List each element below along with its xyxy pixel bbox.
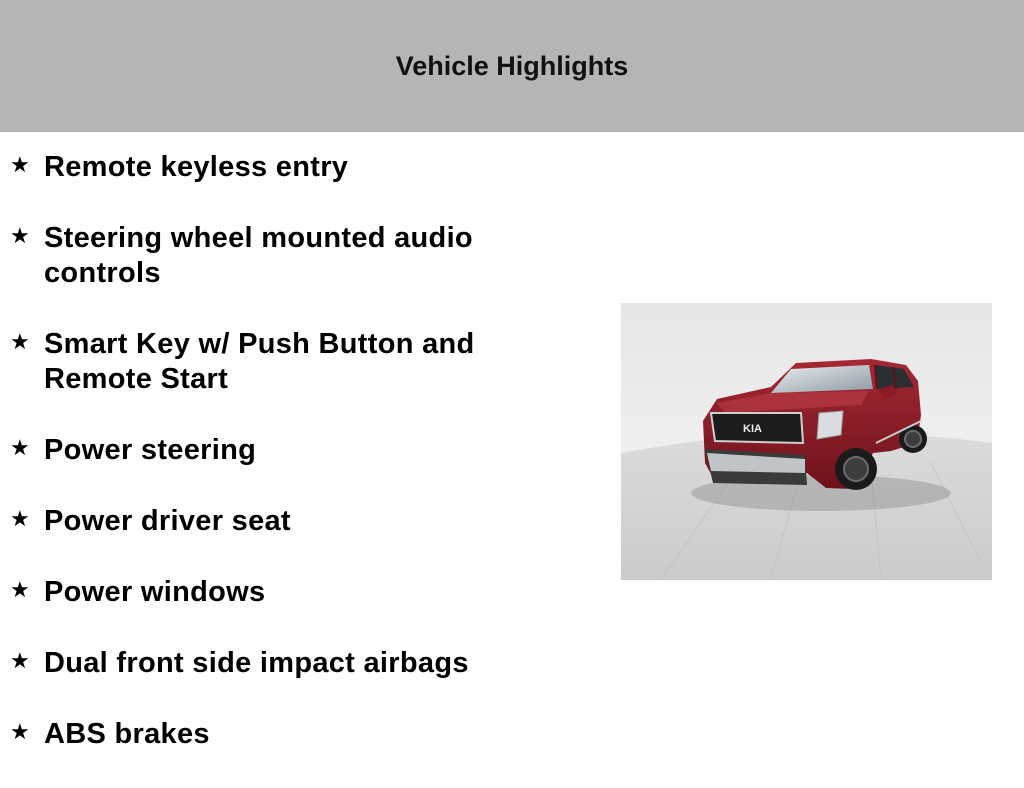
highlights-list (10, 150, 570, 788)
highlight-label: Dual front side impact airbags (44, 647, 469, 679)
star-icon: ★ (10, 577, 30, 602)
list-item (10, 646, 570, 681)
star-icon: ★ (10, 719, 30, 744)
star-icon: ★ (10, 223, 30, 248)
star-icon: ★ (10, 152, 30, 177)
highlight-label: Power windows (44, 576, 266, 608)
vehicle-photo (621, 303, 992, 580)
star-icon: ★ (10, 329, 30, 354)
highlight-label: Steering wheel mounted audio controls (44, 222, 473, 289)
brand-badge: KIA (743, 423, 762, 435)
page-title: Vehicle Highlights (395, 50, 629, 81)
list-item (10, 575, 570, 610)
list-item (10, 717, 570, 752)
star-icon: ★ (10, 435, 30, 460)
star-icon: ★ (10, 648, 30, 673)
star-icon: ★ (10, 506, 30, 531)
highlight-label: Smart Key w/ Push Button and Remote Start (44, 328, 475, 395)
highlight-label: Power steering (44, 434, 257, 466)
list-item (10, 327, 570, 397)
list-item (10, 504, 570, 539)
highlight-label: ABS brakes (44, 718, 210, 750)
list-item (10, 433, 570, 468)
list-item (10, 150, 570, 185)
list-item (10, 221, 570, 291)
highlight-label: Remote keyless entry (44, 151, 349, 183)
highlight-label: Power driver seat (44, 505, 291, 537)
header-bar (0, 0, 1024, 132)
headlight (817, 411, 843, 439)
